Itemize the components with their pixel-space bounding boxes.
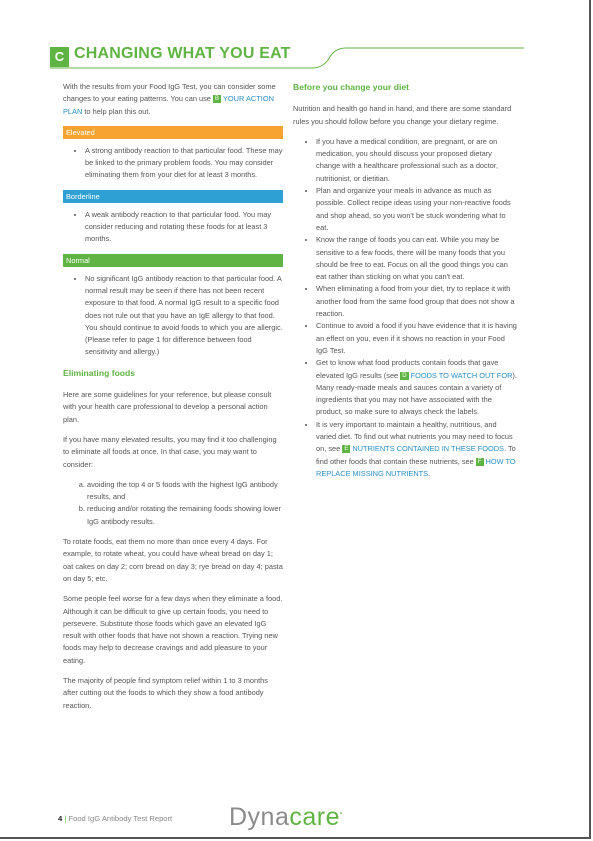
list-item: • When eliminating a food from your diet, try to replace it with another food from the same food group that does not show a reaction. [316, 283, 518, 320]
paragraph: Here are some guidelines for your reference, but please consult with your health care professional to develop a personal action plan. [63, 390, 272, 424]
right-column [293, 81, 518, 488]
borderline-list [63, 209, 283, 246]
borderline-band: Borderline [63, 190, 283, 203]
page-number: 4 [58, 814, 63, 823]
list-item: • A weak antibody reaction to that particular food. You may consider reducing and rotating these foods for at least 3 months. [85, 209, 283, 246]
logo-dot-icon: • [340, 811, 343, 818]
elevated-list [63, 145, 283, 182]
paragraph: To rotate foods, eat them no more than once every 4 days. For example, to rotate wheat, you could have wheat bread on day 1; oat cakes on day 2; corn bread on day 3; rye bread on day 4; pasta on day 5; etc. [63, 537, 283, 583]
list-item: a. avoiding the top 4 or 5 foods with the highest IgG antibody results, and [87, 479, 283, 504]
rules-list [293, 136, 518, 480]
intro-paragraph: With the results from your Food IgG Test, you can consider some changes to your eating patterns. You can use B YOUR ACTION PLAN to help plan this out. [63, 82, 276, 116]
left-column [63, 81, 283, 720]
page-footer [58, 814, 172, 823]
footer-separator: | [64, 814, 67, 823]
paragraph: If you have many elevated results, you may find it too challenging to eliminate all foods at once. In that case, you may want to consider: [63, 434, 277, 469]
before-diet-heading: Before you change your diet [293, 82, 410, 92]
section-badge: C [50, 47, 69, 67]
options-list [63, 479, 283, 528]
paragraph: Some people feel worse for a few days when they eliminate a food. Although it can be difficult to give up certain foods, you need to persevere. Substitute those foods which gave an elevated IgG result with other foods that have not shown a reaction. Trying new foods may help to decrease cravings and add pleasure to your eating. [63, 594, 283, 665]
eliminating-heading: Eliminating foods [63, 367, 136, 378]
section-tag-d: D [402, 372, 407, 379]
list-item: • Know the range of foods you can eat. While you may be sensitive to a few foods, there will be many foods that you should be free to eat. Focus on all the good things you can eat rather than sticking on what you can't eat. [316, 234, 518, 283]
elevated-band: Elevated [63, 126, 283, 139]
action-plan-link[interactable]: YOUR ACTION PLAN [63, 94, 274, 116]
paragraph: Nutrition and health go hand in hand, and there are some standard rules you should follow before you change your dietary regime. [293, 104, 512, 126]
replace-nutrients-link[interactable]: HOW TO REPLACE MISSING NUTRIENTS [316, 456, 516, 478]
foods-to-watch-link[interactable]: FOODS TO WATCH OUT FOR [410, 370, 513, 380]
list-item: • It is very important to maintain a healthy, nutritious, and varied diet. To find out what nutrients you may need to focus on, see E NUTRIENTS CONTAINED IN THESE FOODS. To find other foods that contain these nutrients, see F HOW TO REPLACE MISSING NUTRIENTS. [316, 419, 518, 480]
paragraph: The majority of people find symptom relief within 1 to 3 months after cutting out the foods to which they show a food antibody reaction. [63, 675, 268, 710]
section-tag-b: B [214, 96, 219, 103]
normal-list [63, 273, 283, 359]
list-item: b. reducing and/or rotating the remaining foods showing lower IgG antibody results. [87, 503, 283, 528]
page-title: CHANGING WHAT YOU EAT [74, 45, 291, 62]
report-title: Food IgG Antibody Test Report [68, 814, 173, 823]
list-item: • Get to know what food products contain foods that gave elevated IgG results (see D FOODS TO WATCH OUT FOR). Many ready-made meals and sauces contain a variety of ingredients that you may not have associated with the product, so make sure to always check the labels. [316, 357, 518, 418]
list-item: • A strong antibody reaction to that particular food. These may be linked to the primary problem foods. You may consider eliminating them from your diet for at least 3 months. [85, 145, 283, 182]
dynacare-logo: Dynacare• [229, 803, 343, 831]
list-item: • Continue to avoid a food if you have evidence that it is having an effect on you, even if it shows no reaction in your Food IgG Test. [316, 320, 518, 357]
section-tag-f: F [477, 458, 482, 465]
section-tag-e: E [344, 446, 349, 453]
list-item: • No significant IgG antibody reaction to that particular food. A normal result may be seen if there has not been recent exposure to that food. A normal IgG result to a specific food does not rule out that you have an IgE allergy to that food. You should continue to avoid foods to which you are allergic. (Please refer to page 1 for difference between food sensitivity and allergy.) [85, 273, 283, 359]
nutrients-link[interactable]: NUTRIENTS CONTAINED IN THESE FOODS [352, 444, 504, 454]
list-item: • If you have a medical condition, are pregnant, or are on medication, you should discuss your proposed dietary change with a healthcare professional such as a doctor, nutritionist, or dietitian. [316, 136, 518, 185]
normal-band: Normal [63, 254, 283, 267]
list-item: • Plan and organize your meals in advance as much as possible. Collect recipe ideas using your non-reactive foods and shop ahead, so you won't be stuck wondering what to eat. [316, 185, 518, 234]
